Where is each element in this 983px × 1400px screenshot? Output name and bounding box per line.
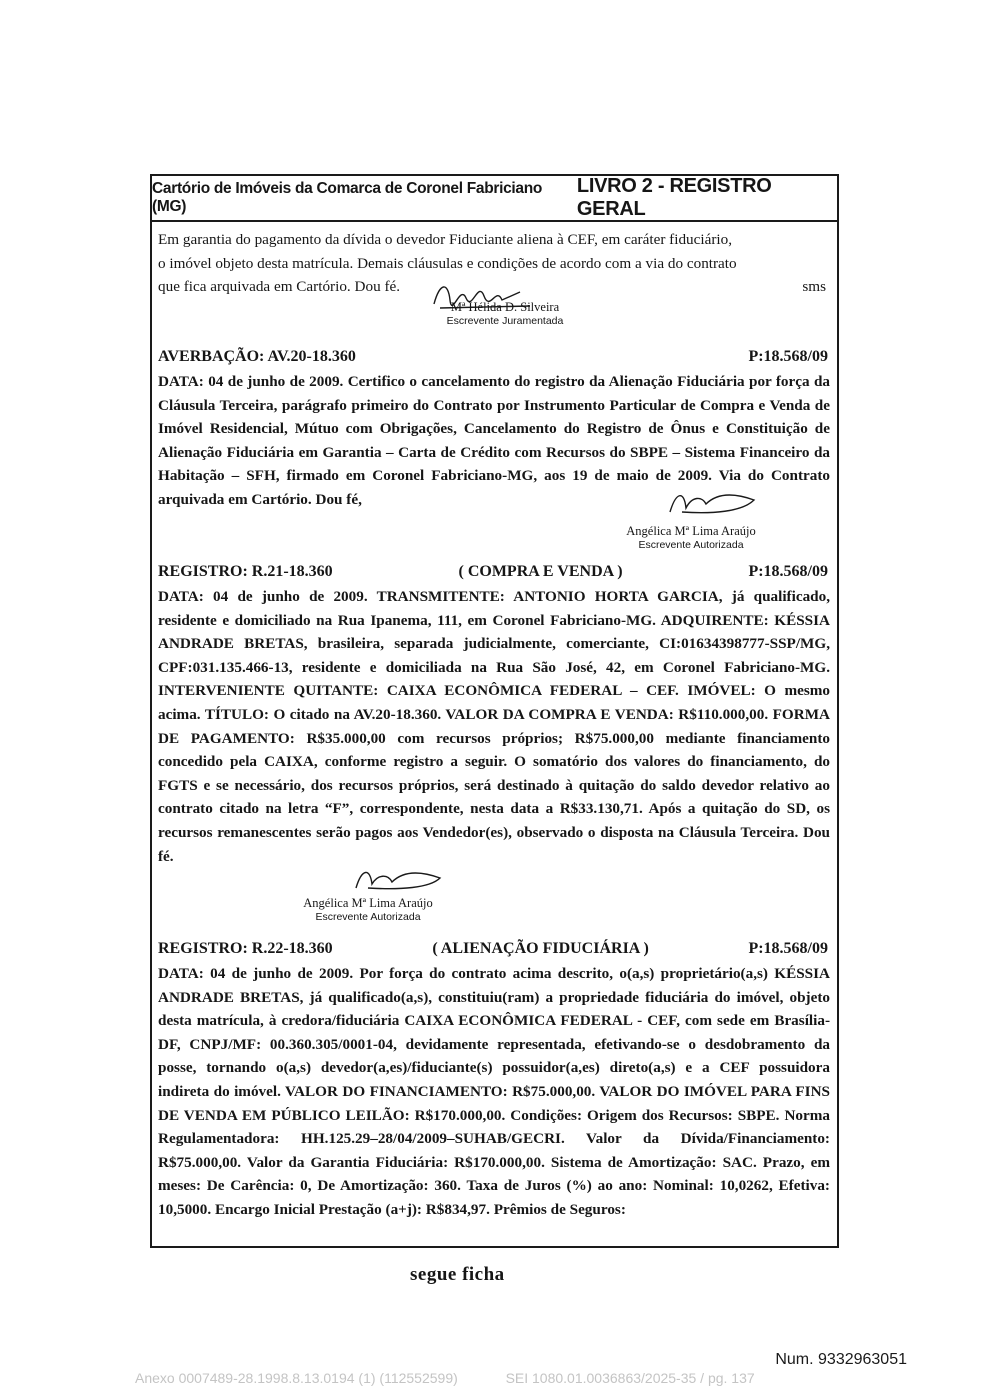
r22-page: P:18.568/09 — [748, 940, 828, 957]
r21-subtitle: ( COMPRA E VENDA ) — [458, 563, 623, 580]
r21-page: P:18.568/09 — [748, 563, 828, 580]
signer-role-angelica-2: Escrevente Autorizada — [315, 911, 421, 923]
intro-line-3: que fica arquivada em Cartório. Dou fé. — [158, 278, 401, 296]
footer-process-page: SEI 1080.01.0036863/2025-35 / pg. 137 — [505, 1370, 755, 1386]
av20-text: DATA: 04 de junho de 2009. Certifico o cancelamento do registro da Alienação Fiduciária por força da Cláusula Terceira, parágrafo primeiro do Contrato por Instrumento Particular de Compra e Venda de Imóvel Residencial, Mútuo com Obrigações, Cancelamento do Registro de Ônus e Constituição de Alienação Fiduciária em Garantia – Carta de Crédito com Recursos do SBPE – Sistema Financeiro da Habitação – SFH, firmado em Coronel Fabriciano-MG, aos 19 de maio de 2009. Via do Contrato arquivada em Cartório. Dou fé, — [158, 373, 830, 508]
signature-scribble-angelica-1 — [662, 486, 762, 520]
r22-title-row — [158, 940, 830, 962]
cartorio-name: Cartório de Imóveis da Comarca de Coronel Fabriciano (MG) — [152, 180, 543, 215]
book-title: LIVRO 2 - REGISTRO GERAL — [576, 175, 772, 220]
stamp-number: Num. 9332963051 — [775, 1351, 907, 1368]
av20-title-row — [158, 348, 830, 370]
r22-title: REGISTRO: R.22-18.360 — [158, 940, 333, 957]
av20-title: AVERBAÇÃO: AV.20-18.360 — [158, 348, 356, 365]
signature-scribble-angelica-2 — [350, 864, 450, 896]
signer-name-angelica-1: Angélica Mª Lima Araújo — [626, 524, 756, 538]
document-footer — [135, 1370, 755, 1386]
r22-text: DATA: 04 de junho de 2009. Por força do contrato acima descrito, o(a,s) proprietário(a,s) KÉSSIA ANDRADE BRETAS, já qualificado(a,s), constituiu(ram) a propriedade fiduciária do imóvel, objeto desta matrícula, à credora/fiduciária CAIXA ECONÔMICA FEDERAL - CEF, com sede em Brasília-DF, CNPJ/MF: 00.360.305/0001-04, devidamente representada, efetivando-se o desdobramento da posse, tornando o(a,s) devedor(a,es)/fiduciante(s) possuidor(a,es) direto(a,s) e a CEF possuidora indireta do imóvel. VALOR DO FINANCIAMENTO: R$75.000,00. VALOR DO IMÓVEL PARA FINS DE VENDA EM PÚBLICO LEILÃO: R$170.000,00. Condições: Origem dos Recursos: SBPE. Norma Regulamentadora: HH.125.29–28/04/2009–SUHAB/GECRI. Valor da Dívida/Financiamento: R$75.000,00. Valor da Garantia Fiduciária: R$170.000,00. Sistema de Amortização: SAC. Prazo, em meses: De Carência: 0, De Amortização: 360. Taxa de Juros (%) ao ano: Nominal: 10,0262, Efetiva: 10,5000. Encargo Inicial Prestação (a+j): R$834,97. Prêmios de Seguros: — [158, 965, 830, 1218]
footer-attachment-id: Anexo 0007489-28.1998.8.13.0194 (1) (112552599) — [135, 1370, 458, 1386]
r22-section — [158, 940, 830, 1222]
signature-helida — [430, 300, 580, 327]
register-header — [150, 174, 839, 222]
signature-angelica-1 — [616, 524, 766, 551]
av20-page: P:18.568/09 — [748, 348, 828, 365]
r21-section — [158, 563, 830, 868]
r22-subtitle: ( ALIENAÇÃO FIDUCIÁRIA ) — [432, 940, 649, 957]
r21-title-row — [158, 563, 830, 585]
r21-title: REGISTRO: R.21-18.360 — [158, 563, 333, 580]
signer-name-helida: Mª Hélida D. Silveira — [450, 300, 560, 314]
intro-initials: sms — [802, 278, 826, 296]
signer-role-helida: Escrevente Juramentada — [446, 315, 564, 327]
continuation-note: segue ficha — [410, 1264, 505, 1285]
signer-role-angelica-1: Escrevente Autorizada — [638, 539, 744, 551]
signer-name-angelica-2: Angélica Mª Lima Araújo — [303, 896, 433, 910]
intro-line-2: o imóvel objeto desta matrícula. Demais cláusulas e condições de acordo com a via do contrato — [158, 254, 737, 272]
signature-angelica-2 — [288, 896, 448, 923]
r21-text: DATA: 04 de junho de 2009. TRANSMITENTE: ANTONIO HORTA GARCIA, já qualificado, residente e domiciliado na Rua Ipanema, 111, em Coronel Fabriciano-MG. ADQUIRENTE: KÉSSIA ANDRADE BRETAS, brasileira, separada judicialmente, comerciante, CI:01634398777-SSP/MG, CPF:031.135.466-13, residente e domiciliada na Rua São José, 42, em Coronel Fabriciano-MG. INTERVENIENTE QUITANTE: CAIXA ECONÔMICA FEDERAL – CEF. IMÓVEL: O mesmo acima. TÍTULO: O citado na AV.20-18.360. VALOR DA COMPRA E VENDA: R$110.000,00. FORMA DE PAGAMENTO: R$35.000,00 com recursos próprios; R$75.000,00 mediante financiamento concedido pela CAIXA, conforme registro a seguir. O somatório dos valores do financiamento, do FGTS e se necessário, dos recursos próprios, será destinado à quitação do saldo devedor relativo ao contrato citado na letra “F”, correspondente, nesta data a R$33.130,71. Após a quitação do SD, os recursos remanescentes serão pagos aos Vendedor(es), observado o disposta na Cláusula Terceira. Dou fé. — [158, 588, 830, 865]
intro-line-1: Em garantia do pagamento da dívida o devedor Fiduciante aliena à CEF, em caráter fiduciário, — [158, 231, 733, 248]
